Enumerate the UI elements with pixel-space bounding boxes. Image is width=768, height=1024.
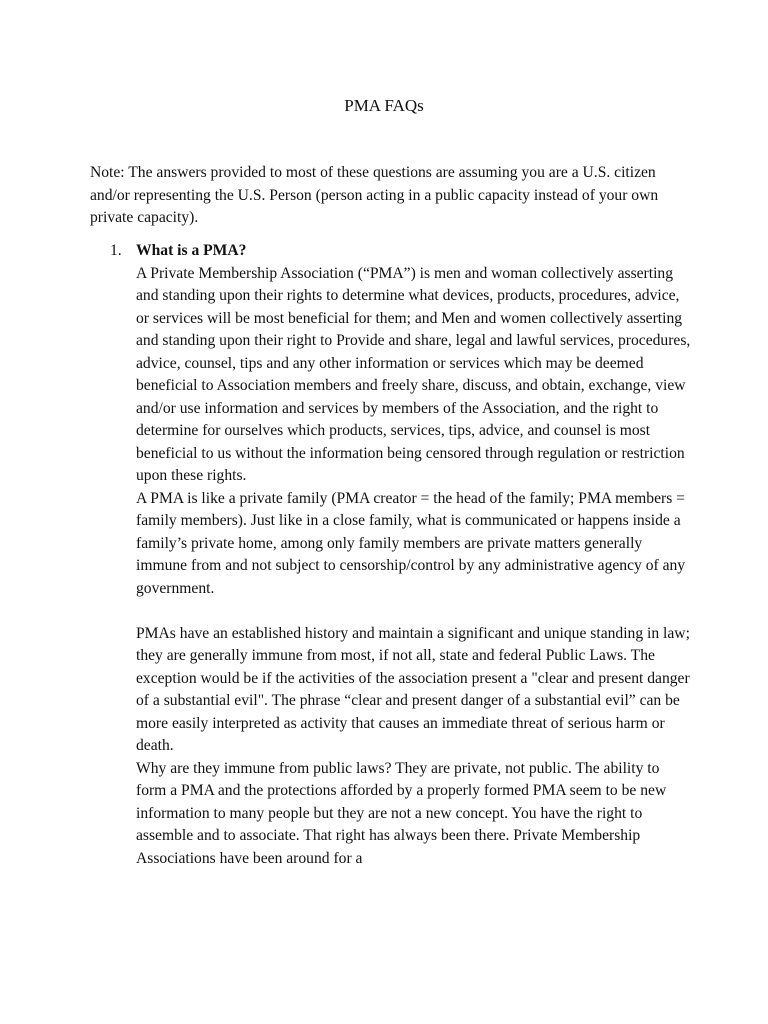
faq-answer-paragraph-1: A Private Membership Association (“PMA”) is men and woman collectively asserting and standing upon their rights to determine what devices, products, procedures, advice, or services will be most beneficial for them; and Men and women collectively asserting and standing upon their right to Provide and share, legal and lawful services, procedures, advice, counsel, tips and any other information or services which may be deemed beneficial to Association members and freely share, discuss, and obtain, exchange, view and/or use information and services by members of the Association, and the right to determine for ourselves which products, services, tips, advice, and counsel is most beneficial to us without the information being censored through regulation or restriction upon these rights. [136, 264, 691, 484]
faq-answer-paragraph-3: PMAs have an established history and maintain a significant and unique standing in law; they are generally immune from most, if not all, state and federal Public Laws. The exception would be if the activities of the association present a "clear and present danger of a substantial evil". The phrase “clear and present danger of a substantial evil” can be more easily interpreted as activity that causes an immediate threat of serious harm or death. [136, 624, 690, 754]
faq-list [110, 240, 710, 870]
paragraph-spacer [136, 600, 691, 623]
faq-answer-paragraph-2: A PMA is like a private family (PMA creator = the head of the family; PMA members = family members). Just like in a close family, what is communicated or happens inside a family’s private home, among only family members are private matters generally immune from and not subject to censorship/control by any administrative agency of any government. [136, 489, 686, 597]
page-title: PMA FAQs [344, 96, 424, 115]
faq-item-1 [110, 240, 710, 870]
note-paragraph: Note: The answers provided to most of these questions are assuming you are a U.S. citizen and/or representing the U.S. Person (person acting in a public capacity instead of your own private capacity). [90, 164, 659, 226]
faq-answer-paragraph-4: Why are they immune from public laws? They are private, not public. The ability to form a PMA and the protections afforded by a properly formed PMA seem to be new information to many people but they are not a new concept. You have the right to assemble and to associate. That right has always been there. Private Membership Associations have been around for a [136, 759, 667, 867]
faq-question: What is a PMA? [136, 242, 247, 259]
faq-item-body [136, 240, 691, 870]
faq-item-number: 1. [110, 242, 122, 259]
